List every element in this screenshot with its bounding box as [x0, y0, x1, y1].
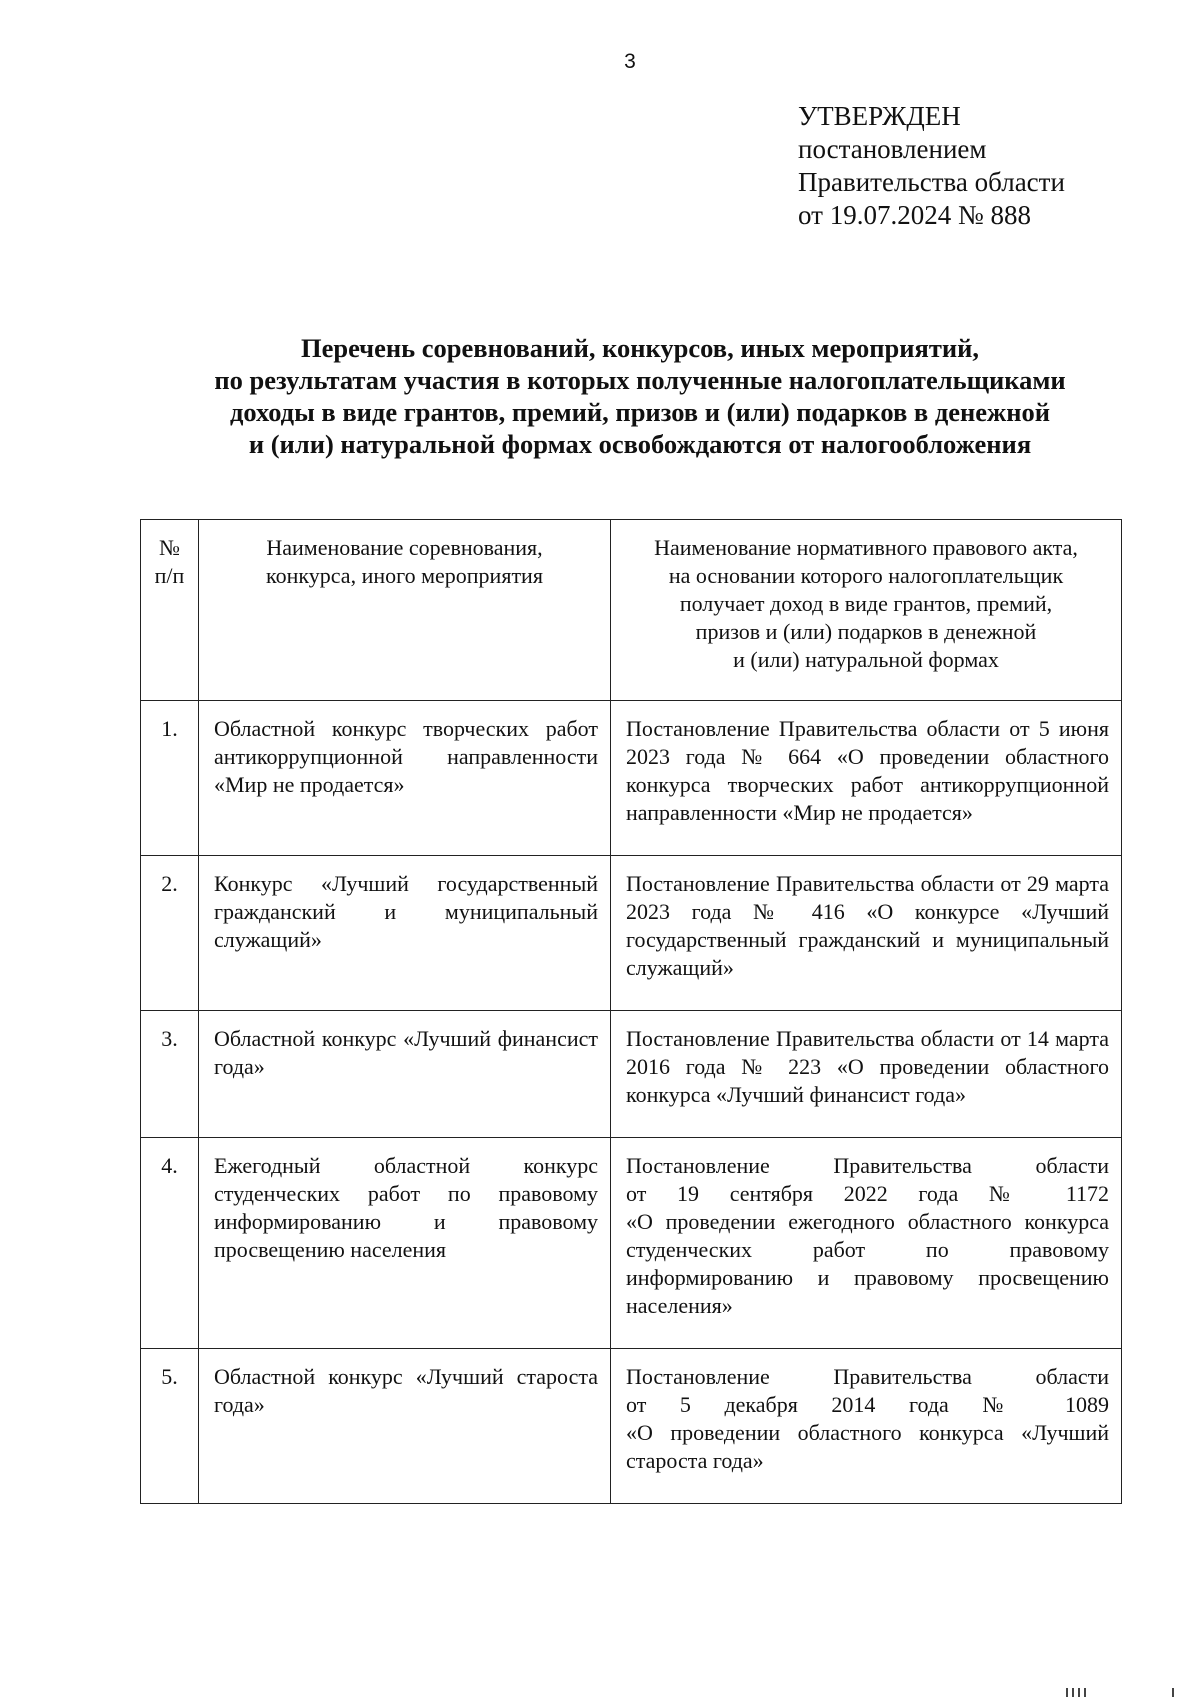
approval-line: постановлением [798, 134, 987, 164]
approval-line: Правительства области [798, 167, 1065, 197]
header-number-line: № [159, 535, 180, 560]
scan-edge-mark [1078, 1688, 1080, 1697]
header-event-name-line: конкурса, иного мероприятия [266, 563, 543, 588]
header-number-line: п/п [154, 563, 185, 588]
header-legal-act [611, 520, 1122, 701]
row-legal-act: Постановление Правительства области от 29 марта 2023 года № 416 «О конкурсе «Лучший государственный гражданский и муниципальный служащий» [611, 856, 1122, 1011]
legal-act-line: Постановление Правительства области [626, 1153, 1109, 1178]
legal-act-title: «О проведении ежегодного областного конкурса студенческих работ по правовому информированию и правовому просвещению населения» [626, 1209, 1109, 1318]
row-event-name: Конкурс «Лучший государственный гражданский и муниципальный служащий» [199, 856, 611, 1011]
table-row [141, 701, 1122, 856]
title-line: Перечень соревнований, конкурсов, иных мероприятий, [300, 333, 980, 363]
header-legal-act-line: призов и (или) подарков в денежной [695, 619, 1037, 644]
table-row [141, 1138, 1122, 1349]
scan-edge-mark [1066, 1688, 1068, 1697]
row-event-name: Ежегодный областной конкурс студенческих работ по правовому информированию и правовому просвещению населения [199, 1138, 611, 1349]
legal-act-line: от 5 декабря 2014 года № 1089 [626, 1392, 1109, 1417]
row-number: 3. [141, 1011, 199, 1138]
header-legal-act-line: Наименование нормативного правового акта, [654, 535, 1078, 560]
header-event-name-line: Наименование соревнования, [266, 535, 543, 560]
scan-edge-mark [1072, 1688, 1074, 1697]
document-title [140, 332, 1140, 460]
table-header-row [141, 520, 1122, 701]
scan-edge-mark [1084, 1688, 1086, 1697]
header-legal-act-line: получает доход в виде грантов, премий, [679, 591, 1053, 616]
approval-stamp [798, 100, 1065, 232]
page-number: 3 [624, 50, 636, 73]
row-event-name: Областной конкурс «Лучший староста года» [199, 1349, 611, 1504]
events-table [140, 519, 1122, 1504]
row-legal-act [611, 1349, 1122, 1504]
row-legal-act: Постановление Правительства области от 14 марта 2016 года № 223 «О проведении областного конкурса «Лучший финансист года» [611, 1011, 1122, 1138]
approval-date-number: от 19.07.2024 № 888 [798, 200, 1031, 230]
header-event-name [199, 520, 611, 701]
title-line: по результатам участия в которых полученные налогоплательщиками [214, 365, 1066, 395]
header-number [141, 520, 199, 701]
scan-edge-mark [1172, 1688, 1174, 1697]
legal-act-title: «О проведении областного конкурса «Лучший староста года» [626, 1420, 1109, 1473]
table-row [141, 856, 1122, 1011]
row-number: 2. [141, 856, 199, 1011]
table-row [141, 1349, 1122, 1504]
row-event-name: Областной конкурс «Лучший финансист года» [199, 1011, 611, 1138]
table-row [141, 1011, 1122, 1138]
row-event-name: Областной конкурс творческих работ антикоррупционной направленности «Мир не продается» [199, 701, 611, 856]
legal-act-line: Постановление Правительства области [626, 1364, 1109, 1389]
header-legal-act-line: и (или) натуральной формах [733, 647, 999, 672]
legal-act-line: от 19 сентября 2022 года № 1172 [626, 1181, 1109, 1206]
row-number: 5. [141, 1349, 199, 1504]
title-line: и (или) натуральной формах освобождаются от налогообложения [248, 429, 1032, 459]
title-line: доходы в виде грантов, премий, призов и (или) подарков в денежной [229, 397, 1051, 427]
row-legal-act [611, 1138, 1122, 1349]
header-legal-act-line: на основании которого налогоплательщик [668, 563, 1064, 588]
row-legal-act: Постановление Правительства области от 5 июня 2023 года № 664 «О проведении областного конкурса творческих работ антикоррупционной направленности «Мир не продается» [611, 701, 1122, 856]
row-number: 1. [141, 701, 199, 856]
approval-heading: УТВЕРЖДЕН [798, 101, 961, 131]
row-number: 4. [141, 1138, 199, 1349]
